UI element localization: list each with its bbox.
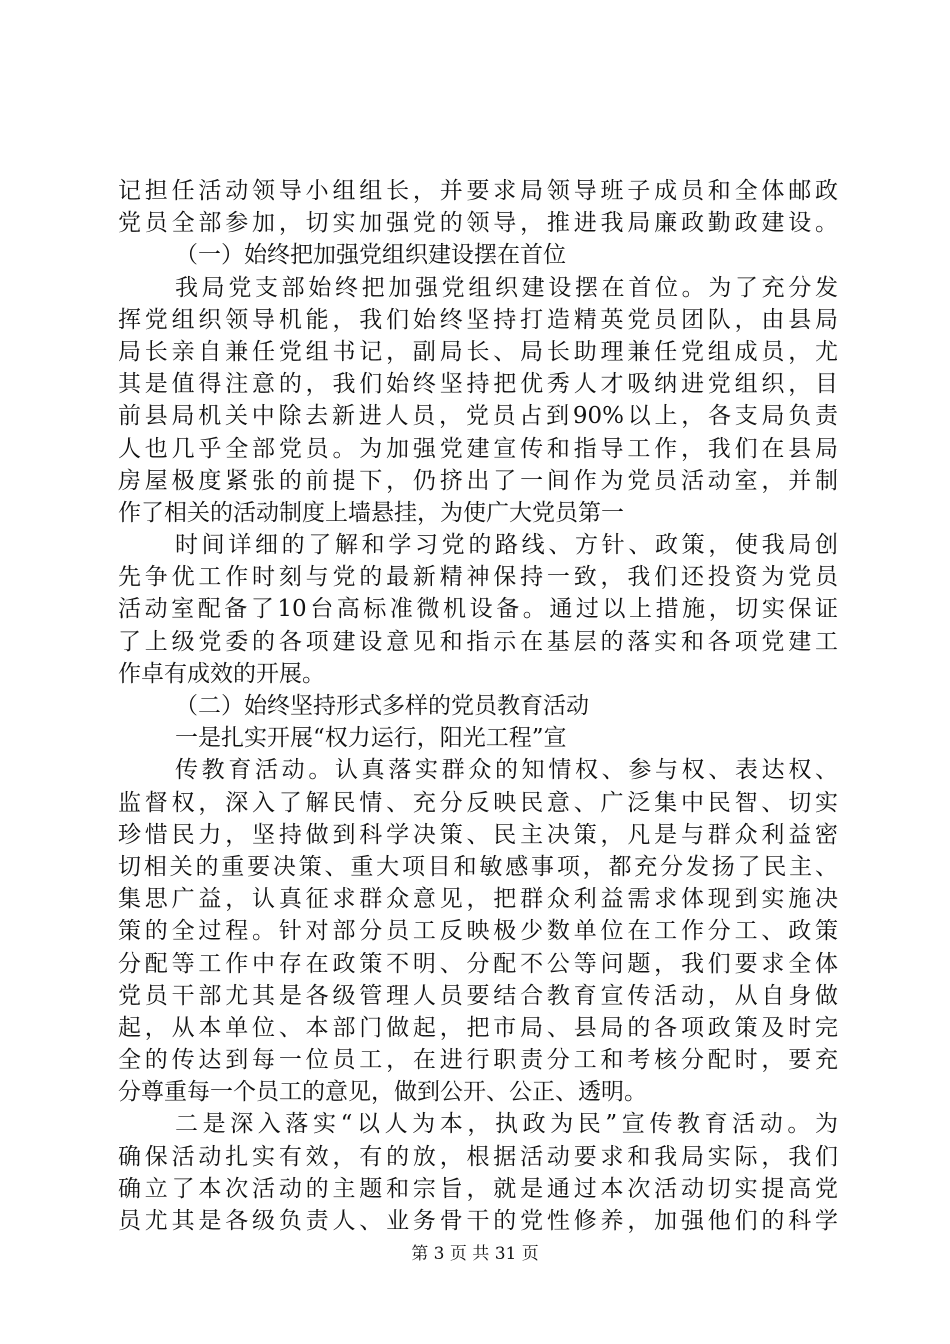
section-heading: （一）始终把加强党组织建设摆在首位 bbox=[175, 242, 566, 269]
text-line: 切相关的重要决策、重大项目和敏感事项，都充分发扬了民主、 bbox=[118, 853, 838, 880]
text-line: 了上级党委的各项建设意见和指示在基层的落实和各项党建工 bbox=[118, 628, 838, 655]
body-text bbox=[118, 175, 838, 1237]
text-line: 房屋极度紧张的前提下，仍挤出了一间作为党员活动室，并制 bbox=[118, 467, 838, 494]
text-line: 党员全部参加，切实加强党的领导，推进我局廉政勤政建设。 bbox=[118, 210, 838, 237]
text-line: 人也几乎全部党员。为加强党建宣传和指导工作，我们在县局 bbox=[118, 435, 838, 462]
text-line: 传教育活动。认真落实群众的知情权、参与权、表达权、 bbox=[175, 757, 838, 784]
text-line: 前县局机关中除去新进人员，党员占到90%以上，各支局负责 bbox=[118, 403, 838, 430]
text-line: 策的全过程。针对部分员工反映极少数单位在工作分工、政策 bbox=[118, 918, 838, 945]
text-line: 全的传达到每一位员工，在进行职责分工和考核分配时，要充 bbox=[118, 1047, 838, 1074]
text-line: 一是扎实开展“权力运行，阳光工程”宣 bbox=[175, 725, 567, 752]
text-line: 监督权，深入了解民情、充分反映民意、广泛集中民智、切实 bbox=[118, 789, 838, 816]
page-footer: 第 3 页 共 31 页 bbox=[411, 1244, 539, 1264]
text-line: 集思广益，认真征求群众意见，把群众利益需求体现到实施决 bbox=[118, 886, 838, 913]
text-line: 记担任活动领导小组组长，并要求局领导班子成员和全体邮政 bbox=[118, 178, 838, 204]
text-line: 时间详细的了解和学习党的路线、方针、政策，使我局创 bbox=[175, 532, 838, 559]
text-line: 员尤其是各级负责人、业务骨干的党性修养，加强他们的科学 bbox=[118, 1208, 838, 1234]
text-line: 我局党支部始终把加强党组织建设摆在首位。为了充分发 bbox=[175, 274, 838, 301]
text-line: 起，从本单位、本部门做起，把市局、县局的各项政策及时完 bbox=[118, 1014, 838, 1041]
text-line: 确立了本次活动的主题和宗旨，就是通过本次活动切实提高党 bbox=[118, 1175, 838, 1202]
text-line: 活动室配备了10台高标准微机设备。通过以上措施，切实保证 bbox=[118, 596, 838, 623]
text-line: 挥党组织领导机能，我们始终坚持打造精英党员团队，由县局 bbox=[118, 306, 838, 333]
text-line: 分尊重每一个员工的意见，做到公开、公正、透明。 bbox=[118, 1079, 647, 1106]
text-line: 二是深入落实“以人为本，执政为民”宣传教育活动。为 bbox=[175, 1111, 838, 1138]
text-line: 作了相关的活动制度上墙悬挂，为使广大党员第一 bbox=[118, 499, 624, 526]
text-line: 党员干部尤其是各级管理人员要结合教育宣传活动，从自身做 bbox=[118, 982, 838, 1009]
section-heading: （二）始终坚持形式多样的党员教育活动 bbox=[175, 693, 589, 719]
text-line: 局长亲自兼任党组书记，副局长、局长助理兼任党组成员，尤 bbox=[118, 338, 838, 365]
text-line: 分配等工作中存在政策不明、分配不公等问题，我们要求全体 bbox=[118, 950, 838, 977]
text-line: 珍惜民力，坚持做到科学决策、民主决策，凡是与群众利益密 bbox=[118, 821, 838, 848]
text-line: 先争优工作时刻与党的最新精神保持一致，我们还投资为党员 bbox=[118, 564, 838, 591]
text-line: 确保活动扎实有效，有的放，根据活动要求和我局实际，我们 bbox=[118, 1143, 838, 1170]
text-line: 作卓有成效的开展。 bbox=[118, 660, 325, 687]
text-line: 其是值得注意的，我们始终坚持把优秀人才吸纳进党组织，目 bbox=[118, 371, 838, 398]
